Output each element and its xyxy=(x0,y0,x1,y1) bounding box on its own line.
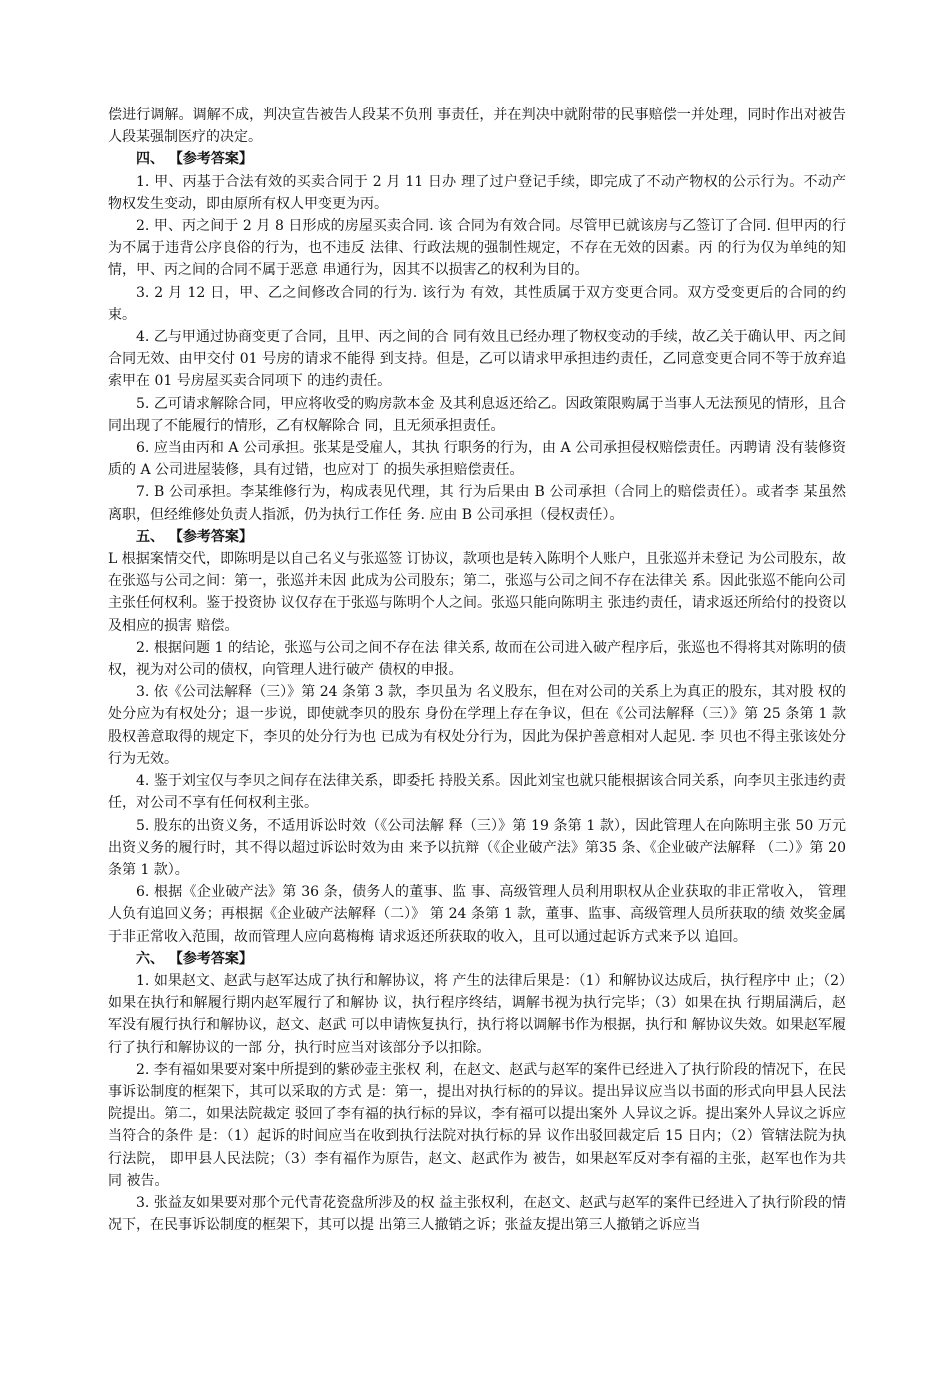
answer-paragraph: 5. 股东的出资义务，不适用诉讼时效（《公司法解 释（三）》第 19 条第 1 款），因此管理人在向陈明主张 50 万元出资义务的履行时，其不得以超过诉讼时效为由 来予以抗辩（《企业破产法》第35 条、《企业破产法解释 （二）》第 20 条第 1 款）。 xyxy=(108,817,846,878)
answer-paragraph: 1. 如果赵文、赵武与赵军达成了执行和解协议，将 产生的法律后果是：（1）和解协议达成后，执行程序中 止；（2）如果在执行和解履行期内赵军履行了和解协 议，执行程序终结，调解书视为执行完毕；（3）如果在执 行期届满后，赵军没有履行执行和解协议，赵文、赵武 可以申请恢复执行，执行将以调解书作为根据，执行和 解协议失效。如果赵军履行了执行和解协议的一部 分，执行时应当对该部分予以扣除。 xyxy=(108,972,846,1056)
answer-paragraph: 3. 张益友如果要对那个元代青花瓷盘所涉及的权 益主张权利，在赵文、赵武与赵军的案件已经进入了执行阶段的情况下，在民事诉讼制度的框架下，其可以提 出第三人撤销之诉；张益友提出第三人撤销之诉应当 xyxy=(108,1194,846,1234)
section-four xyxy=(108,148,846,525)
answer-paragraph: 5. 乙可请求解除合同，甲应将收受的购房款本金 及其利息返还给乙。因政策限购属于当事人无法预见的情形，且合同出现了不能履行的情形，乙有权解除合 同，且无须承担责任。 xyxy=(108,395,846,434)
section-heading: 六、 【参考答案】 xyxy=(136,950,253,967)
intro-paragraph: 偿进行调解。调解不成，判决宣告被告人段某不负刑 事责任，并在判决中就附带的民事赔偿一并处理，同时作出对被告人段某强制医疗的决定。 xyxy=(108,107,846,146)
answer-paragraph: 6. 根据《企业破产法》第 36 条，债务人的董事、监 事、高级管理人员利用职权从企业获取的非正常收入， 管理人负有追回义务；再根据《企业破产法解释（二）》 第 24 条第 1 款，董事、监事、高级管理人员所获取的绩 效奖金属于非正常收入范围，故而管理人应向葛梅梅 请求返还所获取的收入，且可以通过起诉方式来予以 追回。 xyxy=(108,884,846,945)
answer-paragraph: 3. 2 月 12 日，甲、乙之间修改合同的行为. 该行为 有效，其性质属于双方变更合同。双方受变更后的合同的约束。 xyxy=(108,284,846,323)
section-five xyxy=(108,526,846,948)
answer-paragraph: 2. 根据问题 1 的结论，张巡与公司之间不存在法 律关系, 故而在公司进入破产程序后，张巡也不得将其对陈明的债权，视为对公司的债权，向管理人进行破产 债权的申报。 xyxy=(108,639,846,679)
section-six xyxy=(108,948,846,1237)
answer-paragraph: 6. 应当由丙和 A 公司承担。张某是受雇人，其执 行职务的行为，由 A 公司承担侵权赔偿责任。丙聘请 没有装修资质的 A 公司进屋装修，具有过错，也应对丁 的损失承担赔偿责任。 xyxy=(108,440,846,479)
answer-paragraph: 1. 甲、丙基于合法有效的买卖合同于 2 月 11 日办 理了过户登记手续，即完成了不动产物权的公示行为。不动产物权发生变动，即由原所有权人甲变更为丙。 xyxy=(108,173,846,212)
section-heading: 五、 【参考答案】 xyxy=(136,528,253,545)
section-heading: 四、 【参考答案】 xyxy=(136,151,253,168)
answer-paragraph: 2. 李有福如果要对案中所提到的紫砂壶主张权 利，在赵文、赵武与赵军的案件已经进入了执行阶段的情况下，在民事诉讼制度的框架下，其可以采取的方式 是：第一，提出对执行标的的异议。提出异议应当以书面的形式向甲县人民法院提出。第二，如果法院裁定 驳回了李有福的执行标的异议，李有福可以提出案外 人异议之诉。提出案外人异议之诉应当符合的条件 是：（1）起诉的时间应当在收到执行法院对执行标的异 议作出驳回裁定后 15 日内；（2）管辖法院为执行法院， 即甲县人民法院；（3）李有福作为原告，赵文、赵武作为 被告，如果赵军反对李有福的主张，赵军也作为共同 被告。 xyxy=(108,1061,846,1189)
answer-paragraph: 2. 甲、丙之间于 2 月 8 日形成的房屋买卖合同. 该 合同为有效合同。尽管甲已就该房与乙签订了合同. 但甲丙的行为不属于违背公序良俗的行为，也不违反 法律、行政法规的强制性规定，不存在无效的因素。丙 的行为仅为单纯的知情，甲、丙之间的合同不属于恶意 串通行为，因其不以损害乙的权利为目的。 xyxy=(108,218,846,279)
answer-paragraph: 4. 鉴于刘宝仅与李贝之间存在法律关系，即委托 持股关系。因此刘宝也就只能根据该合同关系，向李贝主张违约责任，对公司不享有任何权利主张。 xyxy=(108,773,846,812)
answer-paragraph: 7. B 公司承担。李某维修行为，构成表见代理，其 行为后果由 B 公司承担（合同上的赔偿责任）。或者李 某虽然离职，但经维修处负责人指派，仍为执行工作任 务. 应由 B 公司承担（侵权责任）。 xyxy=(108,484,846,523)
answer-paragraph: L 根据案情交代，即陈明是以自己名义与张巡签 订协议，款项也是转入陈明个人账户，且张巡并未登记 为公司股东，故在张巡与公司之间：第一，张巡并未因 此成为公司股东；第二，张巡与公司之间不存在法律关 系。因此张巡不能向公司主张任何权利。鉴于投资协 议仅存在于张巡与陈明个人之间。张巡只能向陈明主 张违约责任，请求返还所给付的投资以及相应的损害 赔偿。 xyxy=(108,551,846,634)
answer-paragraph: 3. 依《公司法解释（三）》第 24 条第 3 款，李贝虽为 名义股东，但在对公司的关系上为真正的股东，其对股 权的处分应为有权处分；退一步说，即使就李贝的股东 身份在学理上存在争议，但在《公司法解释（三）》第 25 条第 1 款股权善意取得的规定下，李贝的处分行为也 已成为有权处分行为，因此为保护善意相对人起见. 李 贝也不得主张该处分行为无效。 xyxy=(108,684,846,767)
answer-paragraph: 4. 乙与甲通过协商变更了合同，且甲、丙之间的合 同有效且已经办理了物权变动的手续，故乙关于确认甲、丙之间合同无效、由甲交付 01 号房的请求不能得 到支持。但是，乙可以请求甲承担违约责任，乙同意变更合同不等于放弃追索甲在 01 号房屋买卖合同项下 的违约责任。 xyxy=(108,329,846,390)
